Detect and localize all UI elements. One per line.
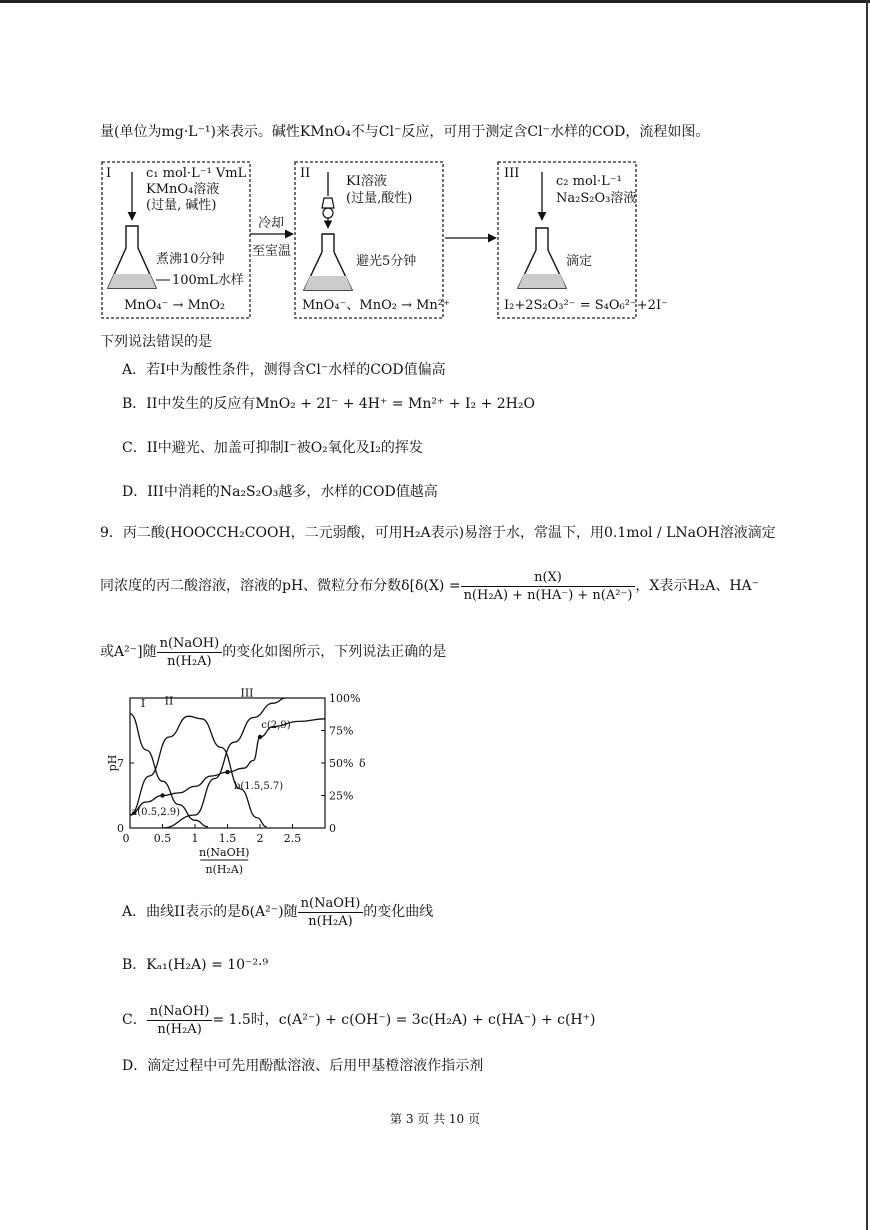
intro-text: 量(单位为mg·L⁻¹)来表示。碱性KMnO₄不与Cl⁻反应，可用于测定含Cl⁻水样的COD，流程如图。 — [100, 124, 710, 140]
q8-option-d: D．III中消耗的Na₂S₂O₃越多，水样的COD值越高 — [122, 484, 438, 500]
step1-action1: 煮沸10分钟 — [156, 252, 225, 267]
q9-option-a-fraction — [298, 895, 364, 930]
q9-option-c-fraction — [147, 1003, 213, 1038]
link1-bottom: 至室温 — [252, 244, 292, 259]
x-tick-label: 2.5 — [283, 832, 302, 845]
page-top-edge — [0, 0, 870, 3]
q9-option-c — [122, 1000, 596, 1040]
y-right-tick-label: 50% — [329, 757, 354, 770]
page-footer: 第 3 页 共 10 页 — [390, 1112, 480, 1126]
y-right-tick-label: 25% — [329, 789, 354, 803]
q9-option-c-text: = 1.5时，c(A²⁻) + c(OH⁻) = 3c(H₂A) + c(HA⁻) + c(H⁺) — [212, 1012, 596, 1028]
link1-top: 冷却 — [258, 216, 285, 231]
q8-stem: 下列说法错误的是 — [100, 334, 212, 350]
q9-line3b: 的变化如图所示，下列说法正确的是 — [222, 644, 447, 660]
step3-reagent1: c₂ mol·L⁻¹ — [556, 174, 622, 189]
q9-option-b: B．Kₐ₁(H₂A) = 10⁻²·⁹ — [122, 957, 269, 973]
step2-num: II — [300, 166, 311, 181]
x-tick-label: 1.5 — [218, 832, 237, 845]
y-right-tick-label: 0 — [329, 822, 336, 835]
curve-III — [163, 698, 287, 828]
step3-reaction: I₂+2S₂O₃²⁻ = S₄O₆²⁻+2I⁻ — [504, 298, 668, 313]
annotation-label: a(0.5,2.9) — [131, 807, 181, 819]
y-right-tick-label: 100% — [329, 692, 361, 705]
step2-action1: 避光5分钟 — [356, 254, 417, 269]
step2-reagent1: KI溶液 — [346, 174, 387, 189]
fraction-numerator: n(X) — [461, 569, 636, 587]
step1-reaction: MnO₄⁻ → MnO₂ — [124, 298, 226, 313]
y-right-tick-label: 75% — [329, 724, 354, 738]
q9-option-c-label: C． — [122, 1012, 147, 1028]
annotation-label: c(2,9) — [261, 720, 291, 731]
curve-label-I: I — [140, 697, 146, 711]
step1-action2: 100mL水样 — [172, 273, 244, 288]
x-tick-label: 1 — [191, 832, 199, 845]
q8-option-c: C．II中避光、加盖可抑制I⁻被O₂氧化及I₂的挥发 — [122, 440, 423, 456]
annotation-point — [160, 793, 164, 797]
step3-reagent2: Na₂S₂O₃溶液 — [556, 191, 637, 206]
ph-curve — [130, 719, 325, 815]
x-tick-label: 0.5 — [153, 832, 172, 845]
annotation-label: b(1.5,5.7) — [234, 781, 284, 793]
annotation-point — [258, 735, 262, 739]
dropper-icon — [322, 198, 334, 228]
step1-num: I — [106, 166, 112, 181]
q9-fraction-ratio — [157, 635, 223, 670]
q9-option-a-text-end: 的变化曲线 — [363, 904, 434, 920]
y-left-tick-label: 7 — [117, 757, 124, 770]
curve-label-II: II — [164, 694, 174, 708]
fraction-numerator: n(NaOH) — [147, 1003, 213, 1021]
page-right-edge — [866, 0, 868, 1230]
fraction-denominator: n(H₂A) — [167, 653, 212, 669]
step3-num: III — [504, 166, 520, 181]
q9-line2 — [100, 566, 759, 606]
q9-line2b: ，X表示H₂A、HA⁻ — [635, 578, 760, 594]
fraction-denominator: n(H₂A) — [157, 1021, 202, 1037]
step1-reagent3: (过量, 碱性) — [146, 198, 217, 213]
q9-fraction-delta — [461, 569, 636, 604]
q9-line2a: 同浓度的丙二酸溶液，溶液的pH、微粒分布分数δ[δ(X) = — [100, 578, 461, 594]
q9-option-a — [122, 892, 433, 932]
y-right-axis-label: δ — [359, 757, 366, 770]
step3-action1: 滴定 — [566, 254, 593, 269]
q9-line1: 9．丙二酸(HOOCCH₂COOH，二元弱酸，可用H₂A表示)易溶于水，常温下，用0.1mol / LNaOH溶液滴定 — [100, 525, 776, 541]
fraction-numerator: n(NaOH) — [298, 895, 364, 913]
x-tick-label: 2 — [256, 832, 264, 845]
q8-option-b: B．II中发生的反应有MnO₂ + 2I⁻ + 4H⁺ = Mn²⁺ + I₂ + 2H₂O — [122, 396, 535, 412]
y-left-tick-label: 0 — [117, 822, 124, 835]
step1-reagent2: KMnO₄溶液 — [146, 182, 220, 197]
fraction-denominator: n(H₂A) — [308, 913, 353, 929]
y-left-axis-label: pH — [106, 754, 119, 772]
fraction-numerator: n(NaOH) — [157, 635, 223, 653]
flask-icon-3 — [518, 228, 566, 288]
x-axis-label-numerator: n(NaOH) — [199, 846, 250, 859]
fraction-denominator: n(H₂A) + n(HA⁻) + n(A²⁻) — [463, 587, 633, 603]
curve-label-III: III — [240, 688, 254, 700]
q9-option-d: D．滴定过程中可先用酚酞溶液、后用甲基橙溶液作指示剂 — [122, 1058, 484, 1074]
x-tick-label: 0 — [122, 832, 130, 845]
annotation-point — [225, 770, 229, 774]
q9-line3 — [100, 632, 446, 672]
titration-chart — [100, 688, 400, 878]
flask-icon-2 — [304, 234, 352, 290]
q9-line3a: 或A²⁻]随 — [100, 644, 157, 660]
step2-reagent2: (过量,酸性) — [346, 191, 413, 206]
x-axis-label-denominator: n(H₂A) — [205, 863, 244, 876]
q9-option-a-text: A．曲线II表示的是δ(A²⁻)随 — [122, 904, 298, 920]
q8-option-a: A．若I中为酸性条件，测得含Cl⁻水样的COD值偏高 — [122, 362, 446, 378]
step2-reaction: MnO₄⁻、MnO₂ → Mn²⁺ — [302, 298, 450, 313]
step1-reagent1: c₁ mol·L⁻¹ VmL — [146, 166, 247, 181]
